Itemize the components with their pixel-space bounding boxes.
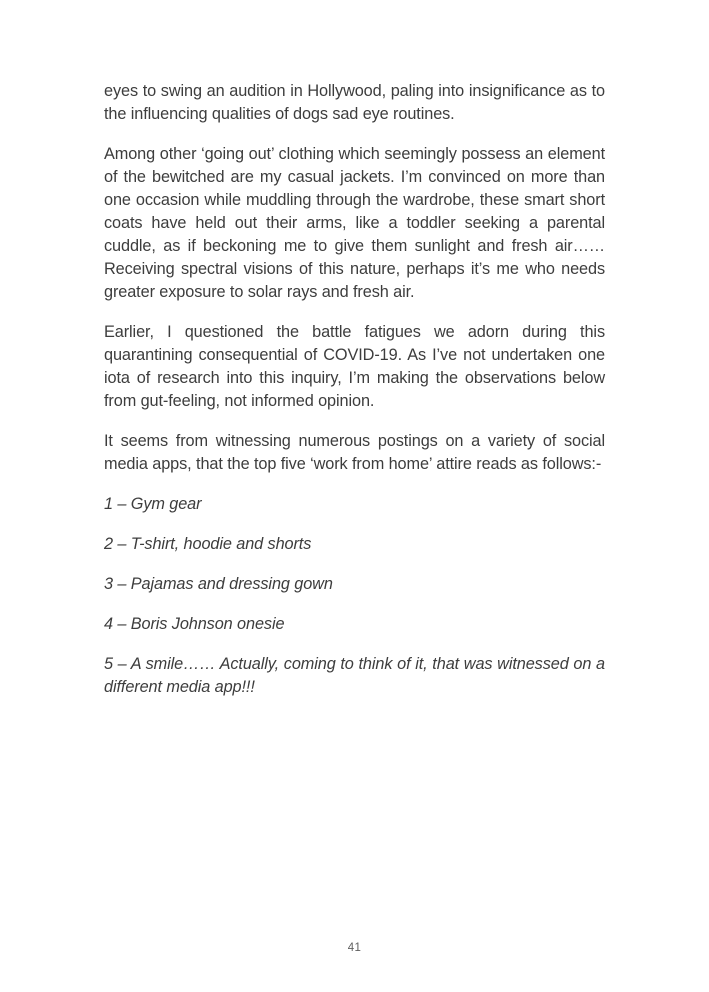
list-item: 2 – T-shirt, hoodie and shorts bbox=[104, 535, 312, 553]
text-block bbox=[104, 80, 605, 716]
paragraph: Earlier, I questioned the battle fatigues we adorn during this quarantining consequential of COVID-19. As I’ve not undertaken one iota of research into this inquiry, I’m making the observations below from gut-feeling, not informed opinion. bbox=[104, 323, 605, 410]
list-item: 3 – Pajamas and dressing gown bbox=[104, 575, 333, 593]
list-item: 1 – Gym gear bbox=[104, 495, 202, 513]
list-item: 4 – Boris Johnson onesie bbox=[104, 615, 285, 633]
page-number: 41 bbox=[347, 942, 362, 954]
paragraph: It seems from witnessing numerous postings on a variety of social media apps, that the top five ‘work from home’ attire reads as follows:- bbox=[104, 432, 605, 473]
paragraph: eyes to swing an audition in Hollywood, paling into insignificance as to the influencing qualities of dogs sad eye routines. bbox=[104, 82, 605, 123]
paragraph: Among other ‘going out’ clothing which seemingly possess an element of the bewitched are my casual jackets. I’m convinced on more than one occasion while muddling through the wardrobe, these smart short coats have held out their arms, like a toddler seeking a parental cuddle, as if beckoning me to give them sunlight and fresh air…… Receiving spectral visions of this nature, perhaps it’s me who needs greater exposure to solar rays and fresh air. bbox=[104, 145, 605, 301]
list-item: 5 – A smile…… Actually, coming to think of it, that was witnessed on a different media app!!! bbox=[104, 655, 605, 696]
